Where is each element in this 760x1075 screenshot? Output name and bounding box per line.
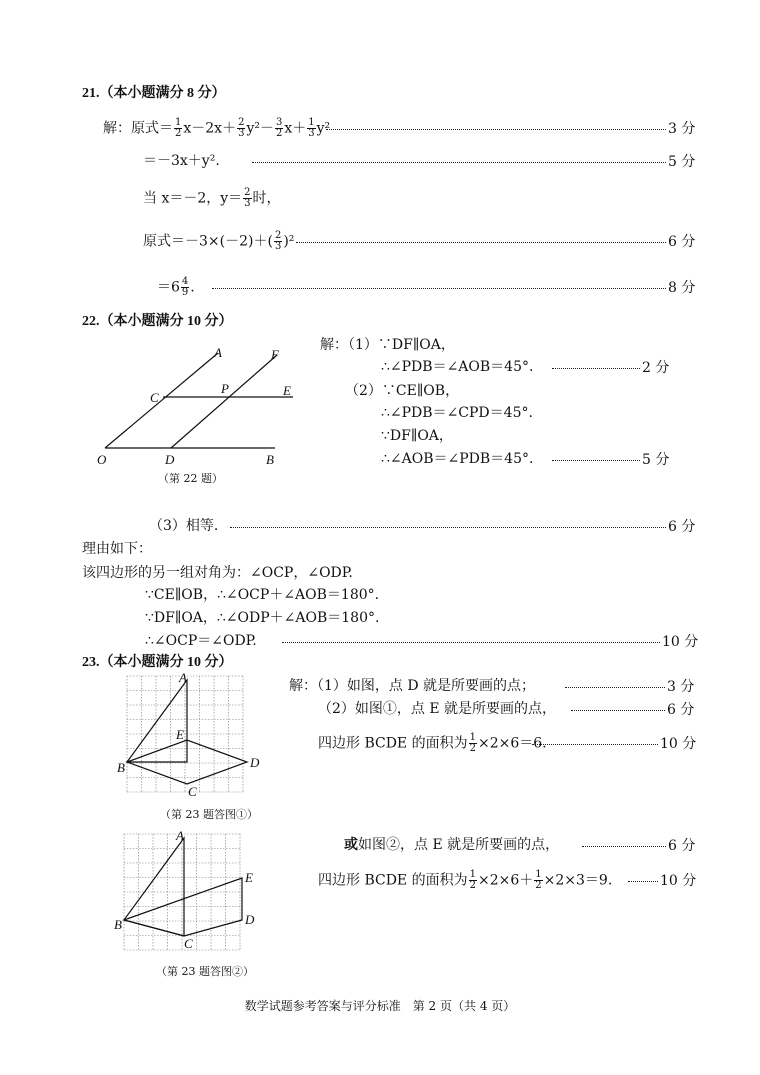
q22-step7: （3）相等. bbox=[149, 518, 219, 534]
label-A: A bbox=[179, 670, 187, 685]
label-E: E bbox=[283, 383, 291, 398]
label-A: A bbox=[176, 828, 184, 843]
q22-step4: ∴∠PDB＝∠CPD＝45°. bbox=[381, 405, 533, 421]
q23-figure-2 bbox=[112, 830, 267, 960]
q22-step5: ∵DF∥OA， bbox=[381, 428, 453, 444]
triangle-ABC bbox=[127, 680, 187, 762]
label-D: D bbox=[250, 755, 260, 770]
q21-points-4: 8 分 bbox=[668, 280, 696, 296]
q21-points-2: 5 分 bbox=[668, 154, 696, 170]
dot-leader bbox=[230, 527, 666, 528]
q22-step1: 解：（1）∵DF∥OA， bbox=[320, 337, 455, 353]
q21-line3: 当 x＝－2，y＝ $\frac{2}{3}$ 时， bbox=[143, 187, 281, 209]
q21-points-3: 6 分 bbox=[668, 234, 696, 250]
q23-title: 23.（本小题满分 10 分） bbox=[82, 655, 233, 670]
q22-step9: 该四边形的另一组对角为：∠OCP，∠ODP. bbox=[82, 565, 353, 581]
q23-points-5: 10 分 bbox=[660, 873, 697, 889]
dot-leader bbox=[628, 881, 658, 882]
dot-leader bbox=[582, 846, 666, 847]
q22-points-3: 6 分 bbox=[668, 519, 696, 535]
q23-line5: 四边形 BCDE 的面积为 $\frac{1}{2}$ ×2×6＋ $\frac{1}{2}$ ×2×3＝9. bbox=[318, 869, 613, 891]
q22-step10: ∵CE∥OB，∴∠OCP＋∠AOB＝180°. bbox=[145, 587, 380, 603]
q22-step11: ∵DF∥OA，∴∠ODP＋∠AOB＝180°. bbox=[145, 610, 380, 626]
dot-leader bbox=[532, 744, 658, 745]
q22-step12: ∴∠OCP＝∠ODP. bbox=[145, 633, 257, 649]
label-E: E bbox=[176, 727, 184, 742]
q23-caption-1: （第 23 题答图①） bbox=[160, 808, 258, 821]
dot-leader bbox=[565, 687, 665, 688]
dot-leader bbox=[282, 642, 660, 643]
dot-leader bbox=[552, 368, 640, 369]
line-DF bbox=[171, 355, 277, 448]
q23-caption-2: （第 23 题答图②） bbox=[156, 965, 254, 978]
label-C: C bbox=[150, 390, 159, 405]
q21-line5: ＝6 $\frac{4}{9}$ . bbox=[157, 276, 195, 298]
q21-title: 21.（本小题满分 8 分） bbox=[82, 86, 226, 101]
q22-figure bbox=[95, 345, 305, 470]
page-footer: 数学试题参考答案与评分标准 第 2 页（共 4 页） bbox=[244, 999, 516, 1013]
label-F: F bbox=[271, 347, 279, 362]
label-B: B bbox=[117, 760, 125, 775]
label-B: B bbox=[266, 452, 274, 467]
q22-points-4: 10 分 bbox=[662, 634, 699, 650]
label-D: D bbox=[245, 912, 255, 927]
label-B: B bbox=[114, 917, 122, 932]
q22-caption: （第 22 题） bbox=[158, 472, 223, 485]
dot-leader bbox=[326, 129, 666, 130]
q23-line1: 解：（1）如图，点 D 就是所要画的点； bbox=[289, 678, 536, 694]
q22-points-1: 2 分 bbox=[642, 360, 670, 376]
q22-step6: ∴∠AOB＝∠PDB＝45°. bbox=[381, 451, 534, 467]
grid bbox=[124, 834, 240, 950]
label-C: C bbox=[188, 784, 197, 799]
q23-points-3: 10 分 bbox=[660, 736, 697, 752]
quadrilateral-BCDE bbox=[124, 878, 242, 936]
q22-step2: ∴∠PDB＝∠AOB＝45°. bbox=[381, 359, 534, 375]
q21-points-1: 3 分 bbox=[668, 121, 696, 137]
q22-title: 22.（本小题满分 10 分） bbox=[82, 314, 233, 329]
q21-line1: 解：原式＝ $\frac{1}{2}$ x－2x＋ $\frac{2}{3}$ y²－ $\frac{3}{2}$ x＋ $\frac{1}{3}$ y² bbox=[103, 117, 331, 139]
dot-leader bbox=[212, 288, 666, 289]
grid bbox=[127, 676, 243, 792]
label-O: O bbox=[97, 452, 107, 467]
q23-line2: （2）如图①，点 E 就是所要画的点， bbox=[318, 701, 557, 717]
q22-step3: （2）∵CE∥OB， bbox=[345, 383, 460, 399]
dot-leader bbox=[296, 242, 666, 243]
q23-line3: 四边形 BCDE 的面积为 $\frac{1}{2}$ ×2×6＝6. bbox=[318, 732, 547, 754]
q23-points-4: 6 分 bbox=[668, 838, 696, 854]
q23-points-2: 6 分 bbox=[667, 702, 695, 718]
q22-step8: 理由如下： bbox=[82, 541, 152, 557]
label-E: E bbox=[245, 870, 253, 885]
q22-points-2: 5 分 bbox=[642, 452, 670, 468]
label-C: C bbox=[184, 936, 193, 951]
line-OA bbox=[105, 353, 218, 448]
label-A: A bbox=[214, 345, 222, 360]
dot-leader bbox=[252, 162, 666, 163]
q23-points-1: 3 分 bbox=[667, 679, 695, 695]
q23-figure-1 bbox=[115, 672, 265, 807]
label-D: D bbox=[165, 452, 175, 467]
dot-leader bbox=[571, 710, 665, 711]
q23-line4: 或如图②，点 E 就是所要画的点， bbox=[344, 837, 560, 853]
label-P: P bbox=[221, 381, 229, 396]
q21-line4: 原式＝－3×(－2)＋( $\frac{2}{3}$ )² bbox=[143, 230, 295, 252]
dot-leader bbox=[552, 460, 640, 461]
q21-line2: ＝－3x＋y². bbox=[143, 153, 220, 169]
